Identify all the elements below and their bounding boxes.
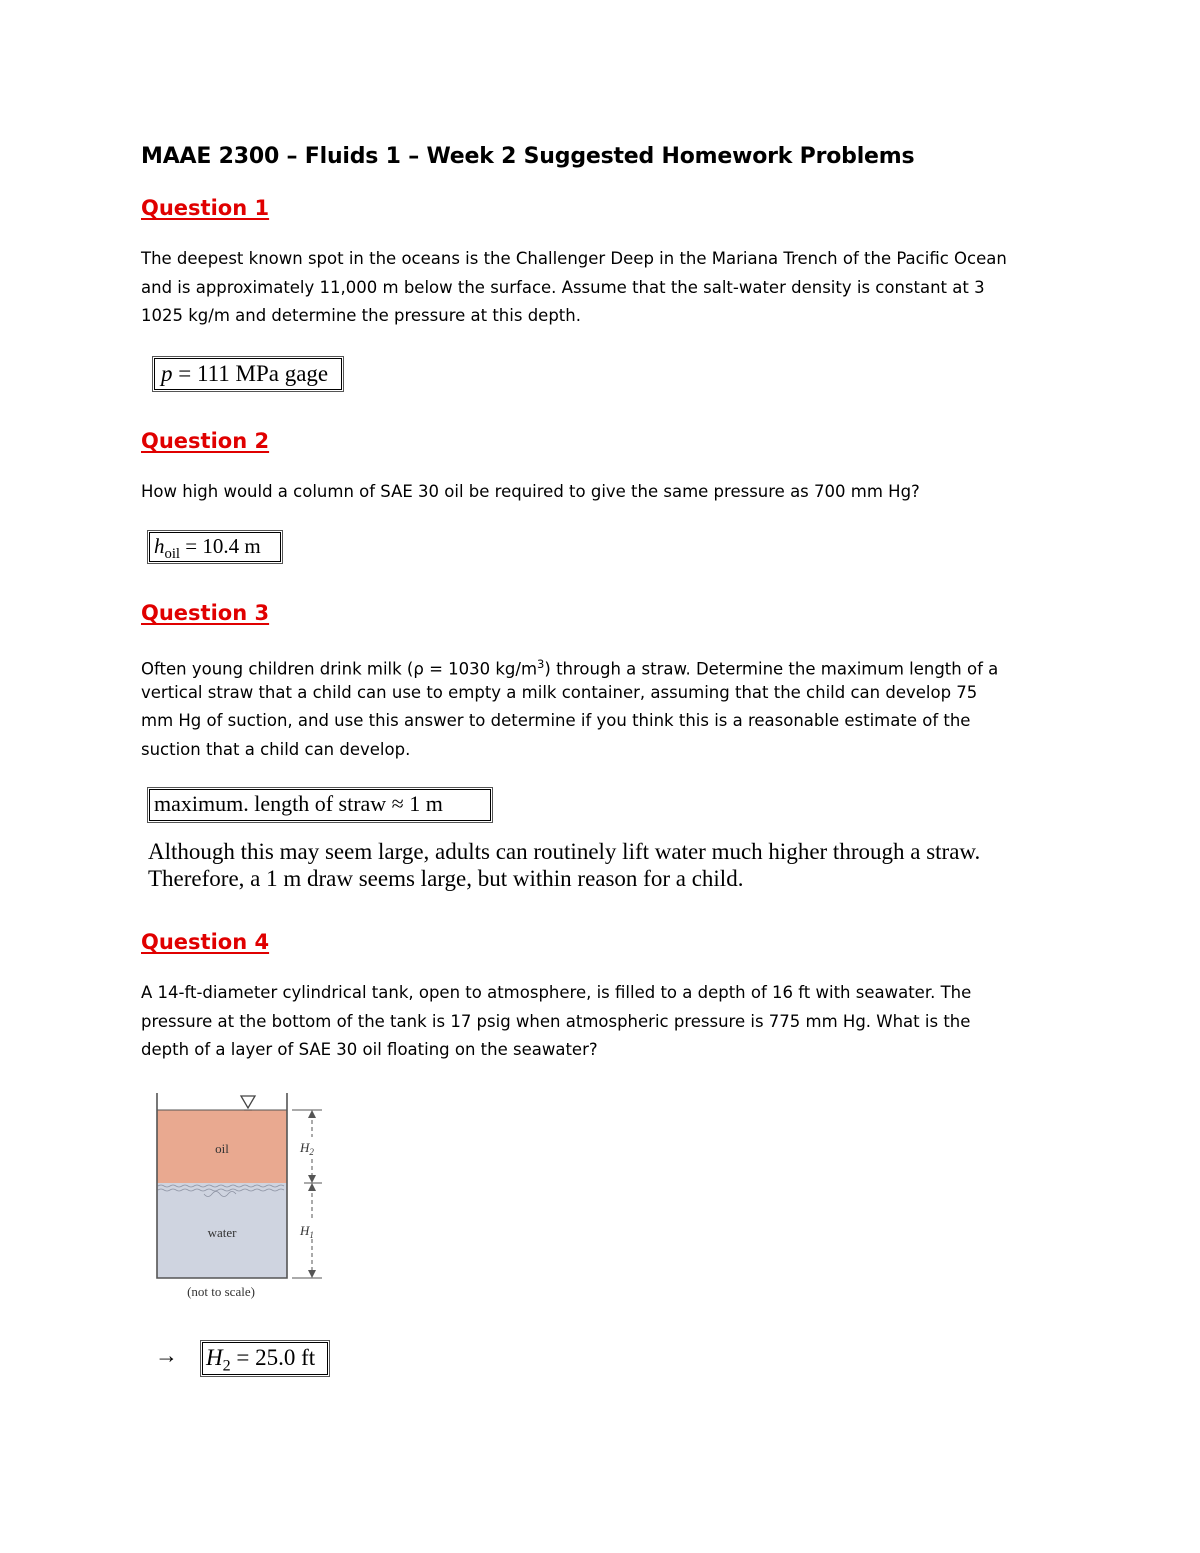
answer-value: = 25.0 ft xyxy=(236,1345,316,1370)
text-line: A 14-ft-diameter cylindrical tank, open to atmosphere, is filled to a depth of 16 ft with seawater. The xyxy=(141,983,972,1002)
text-line: mm Hg of suction, and use this answer to determine if you think this is a reasonable estimate of the xyxy=(141,711,971,730)
dimension-lines xyxy=(292,1110,322,1278)
text-line: How high would a column of SAE 30 oil be required to give the same pressure as 700 mm Hg? xyxy=(141,482,920,501)
text-line: 1025 kg/m and determine the pressure at this depth. xyxy=(141,306,581,325)
text-line: and is approximately 11,000 m below the surface. Assume that the salt-water density is constant at 3 xyxy=(141,277,985,297)
page-title: MAAE 2300 – Fluids 1 – Week 2 Suggested Homework Problems xyxy=(141,144,915,169)
text-line: Often young children drink milk (ρ = 1030 $kg/m^3$) through a straw. Determine the maximum length of a xyxy=(141,657,999,679)
answer-variable: p xyxy=(161,361,173,386)
question-1-heading: Question 1 xyxy=(141,196,270,220)
answer-subscript: 2 xyxy=(222,1357,231,1375)
figure-caption: (not to scale) xyxy=(187,1284,255,1299)
text-line: The deepest known spot in the oceans is the Challenger Deep in the Mariana Trench of the Pacific Ocean xyxy=(141,249,1007,268)
question-2-answer-box xyxy=(149,532,281,562)
note-line: Although this may seem large, adults can routinely lift water much higher through a straw. xyxy=(148,839,981,864)
answer-value: maximum. length of straw ≈ 1 m xyxy=(154,791,443,816)
answer-variable: h xyxy=(154,534,165,558)
answer-value: = 111 MPa gage xyxy=(178,361,329,386)
question-4-heading: Question 4 xyxy=(141,930,270,954)
free-surface-icon xyxy=(241,1096,255,1108)
question-4-text xyxy=(141,979,1071,1065)
question-2-text xyxy=(141,478,1071,507)
oil-label: oil xyxy=(215,1141,229,1156)
question-2-heading: Question 2 xyxy=(141,429,270,453)
arrow-icon: → xyxy=(155,1343,178,1368)
answer-subscript: oil xyxy=(164,546,181,563)
tank-diagram xyxy=(140,1085,340,1310)
text-line: vertical straw that a child can use to empty a milk container, assuming that the child can develop 75 xyxy=(141,682,978,702)
text-line: suction that a child can develop. xyxy=(141,739,411,759)
text-line: pressure at the bottom of the tank is 17 psig when atmospheric pressure is 775 mm Hg. What is the xyxy=(141,1011,971,1031)
text-line: depth of a layer of SAE 30 oil floating on the seawater? xyxy=(141,1040,598,1059)
h2-dimension-label: $H_2$ xyxy=(300,1140,314,1157)
question-4-answer-box xyxy=(202,1342,328,1375)
water-label: water xyxy=(207,1225,237,1240)
answer-value: = 10.4 m xyxy=(185,534,261,558)
h1-dimension-label: $H_1$ xyxy=(300,1223,314,1240)
question-3-answer-box xyxy=(149,789,491,821)
question-1-answer-box xyxy=(154,358,342,390)
note-line: Therefore, a 1 m draw seems large, but within reason for a child. xyxy=(148,866,744,891)
answer-variable: H xyxy=(206,1345,223,1370)
question-3-note xyxy=(148,838,980,892)
question-1-text xyxy=(141,245,1071,331)
question-3-text xyxy=(141,650,1071,764)
question-3-heading: Question 3 xyxy=(141,601,270,625)
